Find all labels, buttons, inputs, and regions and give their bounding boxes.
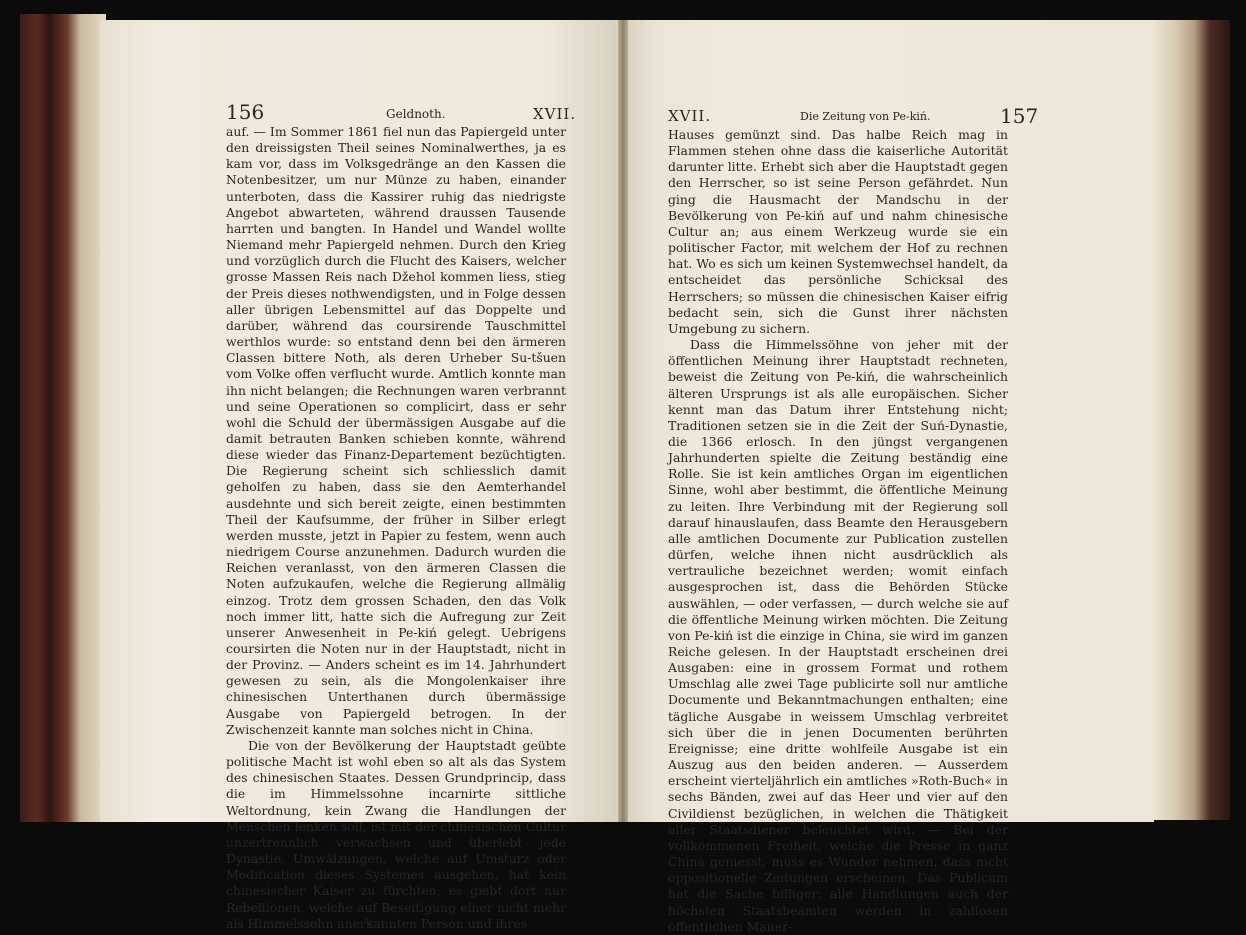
left-body-text [226, 124, 566, 932]
left-book-edge [20, 14, 106, 822]
paragraph: Die von der Bevölkerung der Hauptstadt geübte politische Macht ist wohl eben so alt als das System des chinesischen Staates. Dessen Grundprincip, dass die im Himmelssohne incarnirte sittliche Weltordnung, kein Zwang die Handlungen der Menschen lenken soll, ist mit der chinesischen Cultur unzertrennlich verwachsen und überlebt jede Dynastie. Umwälzungen, welche auf Umsturz oder Modification dieses Systemes ausgehen, hat kein chinesischer Kaiser zu fürchten; es giebt dort nur Rebellionen, welche auf Beseitigung einer nicht mehr als Himmelssohn anerkannten Person und ihres [226, 737, 566, 931]
right-running-head: Die Zeitung von Pe-kiń. [800, 110, 931, 123]
left-chapter-number: XVII. [533, 105, 577, 123]
right-page-number: 157 [1000, 104, 1039, 128]
right-body-text [668, 127, 1008, 935]
right-chapter-number: XVII. [668, 107, 712, 125]
paragraph: Dass die Himmelssöhne von jeher mit der öffentlichen Meinung ihrer Hauptstadt rechneten, beweist die Zeitung von Pe-kiń, die wahrscheinlich älteren Ursprungs ist als alle europäischen. Sicher kennt man das Datum ihrer Entstehung nicht; Traditionen setzen sie in die Zeit der Suń-Dynastie, die 1366 erlosch. In den jüngst vergangenen Jahrhunderten spielte die Zeitung beständig eine Rolle. Sie ist kein amtliches Organ im eigentlichen Sinne, wohl aber bestimmt, die öffentliche Meinung zu leiten. Ihre Verbindung mit der Regierung soll darauf hinauslaufen, dass Beamte den Herausgebern alle amtlichen Documente zur Publication zustellen dürfen, welche ihnen nicht ausdrücklich als vertrauliche bezeichnet werden; womit einfach ausgesprochen ist, dass die Behörden Stücke auswählen, — oder verfassen, — durch welche sie auf die öffentliche Meinung wirken möchten. Die Zeitung von Pe-kiń ist die einzige in China, sie wird im ganzen Reiche gelesen. In der Hauptstadt erscheinen drei Ausgaben: eine in grossem Format und rothem Umschlag alle zwei Tage publicirte soll nur amtliche Documente und Bekanntmachungen enthalten; eine tägliche Ausgabe in weissem Umschlag verbreitet sich über die in jenen Documenten berührten Ereignisse; eine dritte wohlfeile Ausgabe ist ein Auszug aus den beiden anderen. — Ausserdem erscheint vierteljährlich ein amtliches »Roth-Buch« in sechs Bänden, zwei auf das Heer und vier auf den Civildienst bezüglichen, in welchen die Thätigkeit aller Staatsdiener beleuchtet wird. — Bei der vollkommenen Freiheit, welche die Presse in ganz China geniesst, muss es Wunder nehmen, dass nicht oppositionelle Zeitungen erscheinen. Das Publicum hat die Sache billiger: alle Handlungen auch der höchsten Staatsbeamten werden in zahllosen öffentlichen Mauer- [668, 337, 1008, 934]
left-page-number: 156 [226, 100, 265, 124]
paragraph: Hauses gemünzt sind. Das halbe Reich mag in Flammen stehen ohne dass die kaiserliche Autorität darunter litte. Erhebt sich aber die Hauptstadt gegen den Herrscher, so ist seine Person gefährdet. Nun ging die Hausmacht der Mandschu in der Bevölkerung von Pe-kiń auf und nahm chinesische Cultur an; aus einem Werkzeug wurde sie ein politischer Factor, mit welchem der Hof zu rechnen hat. Wo es sich um keinen Systemwechsel handelt, da entscheidet das persönliche Schicksal des Herrschers; so müssen die chinesischen Kaiser eifrig bedacht sein, sich die Gunst ihrer nächsten Umgebung zu sichern. [668, 127, 1008, 336]
paragraph: auf. — Im Sommer 1861 fiel nun das Papiergeld unter den dreissigsten Theil seines Nominalwerthes, ja es kam vor, dass im Volksgedränge an den Kassen die Notenbesitzer, um nur Münze zu haben, einander unterboten, dass die Kassirer ruhig das niedrigste Angebot abwarteten, während draussen Tausende harrten und bangten. In Handel und Wandel wollte Niemand mehr Papiergeld nehmen. Durch den Krieg und vorzüglich durch die Flucht des Kaisers, welcher grosse Massen Reis nach Džehol kommen liess, stieg der Preis dieses nothwendigsten, und in Folge dessen aller übrigen Lebensmittel auf das Doppelte und darüber, während das coursirende Tauschmittel werthlos wurde: so entstand denn bei den ärmeren Classen bittere Noth, als deren Urheber Su-tšuen vom Volke offen verflucht wurde. Amtlich konnte man ihn nicht belangen; die Rechnungen waren verbrannt und seine Operationen so complicirt, dass er sehr wohl die Schuld der übermässigen Ausgabe auf die damit betrauten Banken schieben konnte, während diese wieder das Finanz-Departement bezüchtigten. Die Regierung scheint sich schliesslich damit geholfen zu haben, dass sie den Aemterhandel ausdehnte und sich bereit zeigte, einen bestimmten Theil der Kaufsumme, der früher in Silber erlegt werden musste, jetzt in Papier zu festem, wenn auch niedrigem Course anzunehmen. Dadurch wurden die Reichen veranlasst, von den ärmeren Classen die Noten aufzukaufen, welche die Regierung allmälig einzog. Trotz dem grossen Schaden, den das Volk noch immer litt, hatte sich die Aufregung zur Zeit unserer Anwesenheit in Pe-kiń gelegt. Uebrigens coursirten die Noten nur in der Hauptstadt, nicht in der Provinz. — Anders scheint es im 14. Jahrhundert gewesen zu sein, als die Mongolenkaiser ihre chinesischen Unterthanen durch übermässige Ausgabe von Papiergeld betrogen. In der Zwischenzeit kannte man solches nicht in China. [226, 124, 566, 737]
book-gutter [618, 20, 628, 822]
right-book-edge [1150, 20, 1230, 820]
left-running-head: Geldnoth. [386, 107, 446, 121]
